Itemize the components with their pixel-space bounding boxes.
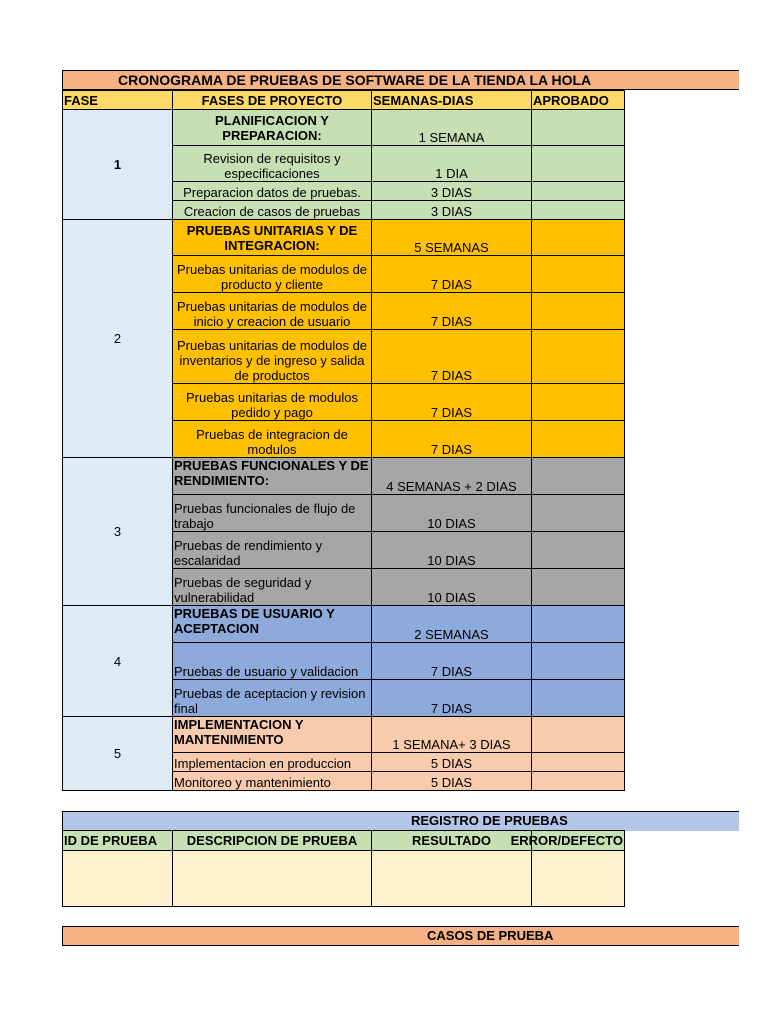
schedule-row (63, 220, 625, 256)
task-duration: 5 SEMANAS (372, 220, 532, 256)
registro-title-clip (62, 811, 622, 831)
approved-cell[interactable] (532, 458, 625, 495)
approved-cell[interactable] (532, 532, 625, 569)
task-duration: 7 DIAS (372, 384, 532, 421)
task-duration: 4 SEMANAS + 2 DIAS (372, 458, 532, 495)
approved-cell[interactable] (532, 220, 625, 256)
schedule-table (62, 90, 625, 791)
header-fases-proyecto: FASES DE PROYECTO (173, 91, 372, 110)
approved-cell[interactable] (532, 384, 625, 421)
schedule-table-wrap (62, 90, 622, 792)
approved-cell[interactable] (532, 421, 625, 458)
approved-cell[interactable] (532, 569, 625, 606)
casos-title: CASOS DE PRUEBA (427, 928, 554, 943)
task-duration: 5 DIAS (372, 753, 532, 772)
schedule-row (63, 458, 625, 495)
registro-table (62, 830, 625, 907)
task-duration: 7 DIAS (372, 293, 532, 330)
registro-empty-row (63, 851, 625, 907)
casos-title-clip (62, 926, 622, 946)
approved-cell[interactable] (532, 606, 625, 643)
registro-title: REGISTRO DE PRUEBAS (411, 813, 568, 828)
task-name: Implementacion en produccion (173, 753, 372, 772)
schedule-header-row (63, 91, 625, 110)
phase-heading: PRUEBAS FUNCIONALES Y DE RENDIMIENTO: (173, 458, 372, 495)
task-duration: 5 DIAS (372, 772, 532, 791)
registro-header-row (63, 831, 625, 851)
approved-cell[interactable] (532, 146, 625, 182)
registro-cell-error[interactable] (532, 851, 625, 907)
registro-header-descripcion: DESCRIPCION DE PRUEBA (173, 831, 372, 851)
task-name: Monitoreo y mantenimiento (173, 772, 372, 791)
approved-cell[interactable] (532, 110, 625, 146)
phase-heading: PRUEBAS UNITARIAS Y DE INTEGRACION: (173, 220, 372, 256)
task-duration: 7 DIAS (372, 680, 532, 717)
task-name: Pruebas de usuario y validacion (173, 643, 372, 680)
phase-number: 2 (63, 220, 173, 458)
task-duration: 7 DIAS (372, 421, 532, 458)
approved-cell[interactable] (532, 753, 625, 772)
approved-cell[interactable] (532, 717, 625, 753)
task-duration: 1 SEMANA+ 3 DIAS (372, 717, 532, 753)
phase-number: 3 (63, 458, 173, 606)
registro-header-resultado: RESULTADO (372, 831, 532, 851)
phase-heading: IMPLEMENTACION Y MANTENIMIENTO (173, 717, 372, 753)
schedule-row (63, 606, 625, 643)
task-name: Pruebas unitarias de modulos pedido y pago (173, 384, 372, 421)
approved-cell[interactable] (532, 643, 625, 680)
task-name: Creacion de casos de pruebas (173, 201, 372, 220)
registro-cell-resultado[interactable] (372, 851, 532, 907)
schedule-title-clip (62, 70, 622, 90)
task-name: Pruebas unitarias de modulos de inventarios y de ingreso y salida de productos (173, 330, 372, 384)
task-name: Pruebas unitarias de modulos de producto y cliente (173, 256, 372, 293)
task-name: Pruebas de seguridad y vulnerabilidad (173, 569, 372, 606)
schedule-row (63, 110, 625, 146)
task-name: Pruebas funcionales de flujo de trabajo (173, 495, 372, 532)
task-duration: 7 DIAS (372, 330, 532, 384)
approved-cell[interactable] (532, 293, 625, 330)
header-fase: FASE (63, 91, 173, 110)
registro-cell-descripcion[interactable] (173, 851, 372, 907)
approved-cell[interactable] (532, 495, 625, 532)
phase-number: 1 (63, 110, 173, 220)
task-duration: 7 DIAS (372, 643, 532, 680)
registro-table-wrap (62, 830, 622, 908)
approved-cell[interactable] (532, 772, 625, 791)
task-duration: 10 DIAS (372, 532, 532, 569)
header-semanas-dias: SEMANAS-DIAS (372, 91, 532, 110)
phase-number: 4 (63, 606, 173, 717)
task-duration: 10 DIAS (372, 569, 532, 606)
task-duration: 1 DIA (372, 146, 532, 182)
approved-cell[interactable] (532, 680, 625, 717)
task-name: Pruebas unitarias de modulos de inicio y creacion de usuario (173, 293, 372, 330)
task-name: Pruebas de integracion de modulos (173, 421, 372, 458)
task-name: Pruebas de aceptacion y revision final (173, 680, 372, 717)
task-duration: 3 DIAS (372, 182, 532, 201)
task-name: Pruebas de rendimiento y escalaridad (173, 532, 372, 569)
task-duration: 1 SEMANA (372, 110, 532, 146)
registro-cell-id[interactable] (63, 851, 173, 907)
phase-heading: PRUEBAS DE USUARIO Y ACEPTACION (173, 606, 372, 643)
approved-cell[interactable] (532, 330, 625, 384)
approved-cell[interactable] (532, 182, 625, 201)
registro-header-id: ID DE PRUEBA (63, 831, 173, 851)
task-duration: 2 SEMANAS (372, 606, 532, 643)
task-duration: 3 DIAS (372, 201, 532, 220)
approved-cell[interactable] (532, 256, 625, 293)
registro-header-error: ERROR/DEFECTO (532, 831, 625, 851)
phase-heading: PLANIFICACION Y PREPARACION: (173, 110, 372, 146)
task-duration: 10 DIAS (372, 495, 532, 532)
schedule-row (63, 717, 625, 753)
approved-cell[interactable] (532, 201, 625, 220)
header-aprobado: APROBADO (532, 91, 625, 110)
task-duration: 7 DIAS (372, 256, 532, 293)
task-name: Preparacion datos de pruebas. (173, 182, 372, 201)
phase-number: 5 (63, 717, 173, 791)
schedule-title: CRONOGRAMA DE PRUEBAS DE SOFTWARE DE LA TIENDA LA HOLA (118, 72, 592, 88)
task-name: Revision de requisitos y especificaciones (173, 146, 372, 182)
